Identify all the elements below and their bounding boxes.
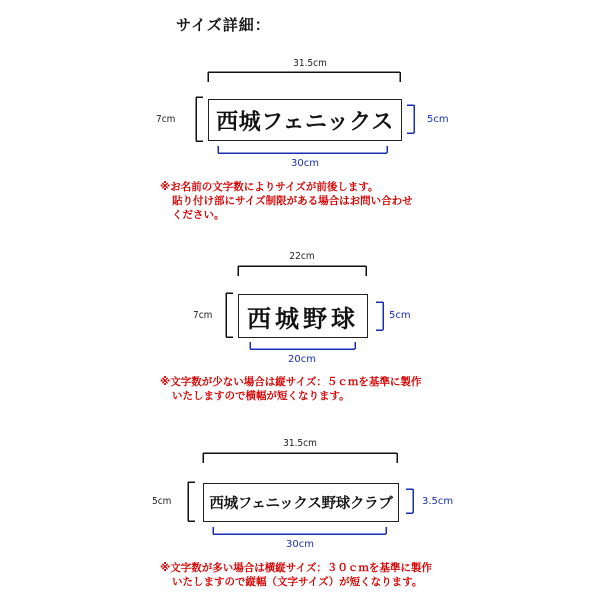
example-1-left-height: 7cm [156, 114, 176, 125]
example-2-left-height: 7cm [193, 310, 213, 321]
example-1-right-height: 5cm [427, 114, 449, 125]
example-2-bottom-width: 20cm [288, 354, 316, 365]
example-3-right-height: 3.5cm [422, 496, 454, 507]
example-3-top-width: 31.5cm [283, 438, 317, 449]
example-1-note-line-1: ※お名前の文字数によりサイズが前後します。 [160, 181, 379, 193]
example-3-left-height: 5cm [152, 496, 172, 507]
example-3-note-line-2: いたしますので縦幅（文字サイズ）が短くなります。 [172, 576, 423, 588]
example-1-name-label: 西城フェニックス [208, 99, 402, 141]
example-2-right-height: 5cm [389, 310, 411, 321]
example-2-note-line-1: ※文字数が少ない場合は縦サイズ：５ｃｍを基準に製作 [160, 376, 422, 388]
example-2-top-width: 22cm [289, 251, 315, 262]
example-1-top-width: 31.5cm [293, 58, 327, 69]
example-3-bottom-width: 30cm [286, 539, 314, 550]
example-3-name-label: 西城フェニックス野球クラブ [203, 483, 399, 522]
example-1-note-line-2: 貼り付け部にサイズ制限がある場合はお問い合わせ [172, 195, 413, 207]
example-2-note-line-2: いたしますので横幅が短くなります。 [172, 390, 350, 402]
example-1-note-line-3: ください。 [172, 209, 225, 221]
page-title: サイズ詳細： [176, 16, 271, 34]
example-2-name-label: 西城野球 [238, 294, 368, 338]
example-1-bottom-width: 30cm [291, 158, 319, 169]
example-3-note-line-1: ※文字数が多い場合は横縦サイズ：３０ｃｍを基準に製作 [160, 562, 432, 574]
